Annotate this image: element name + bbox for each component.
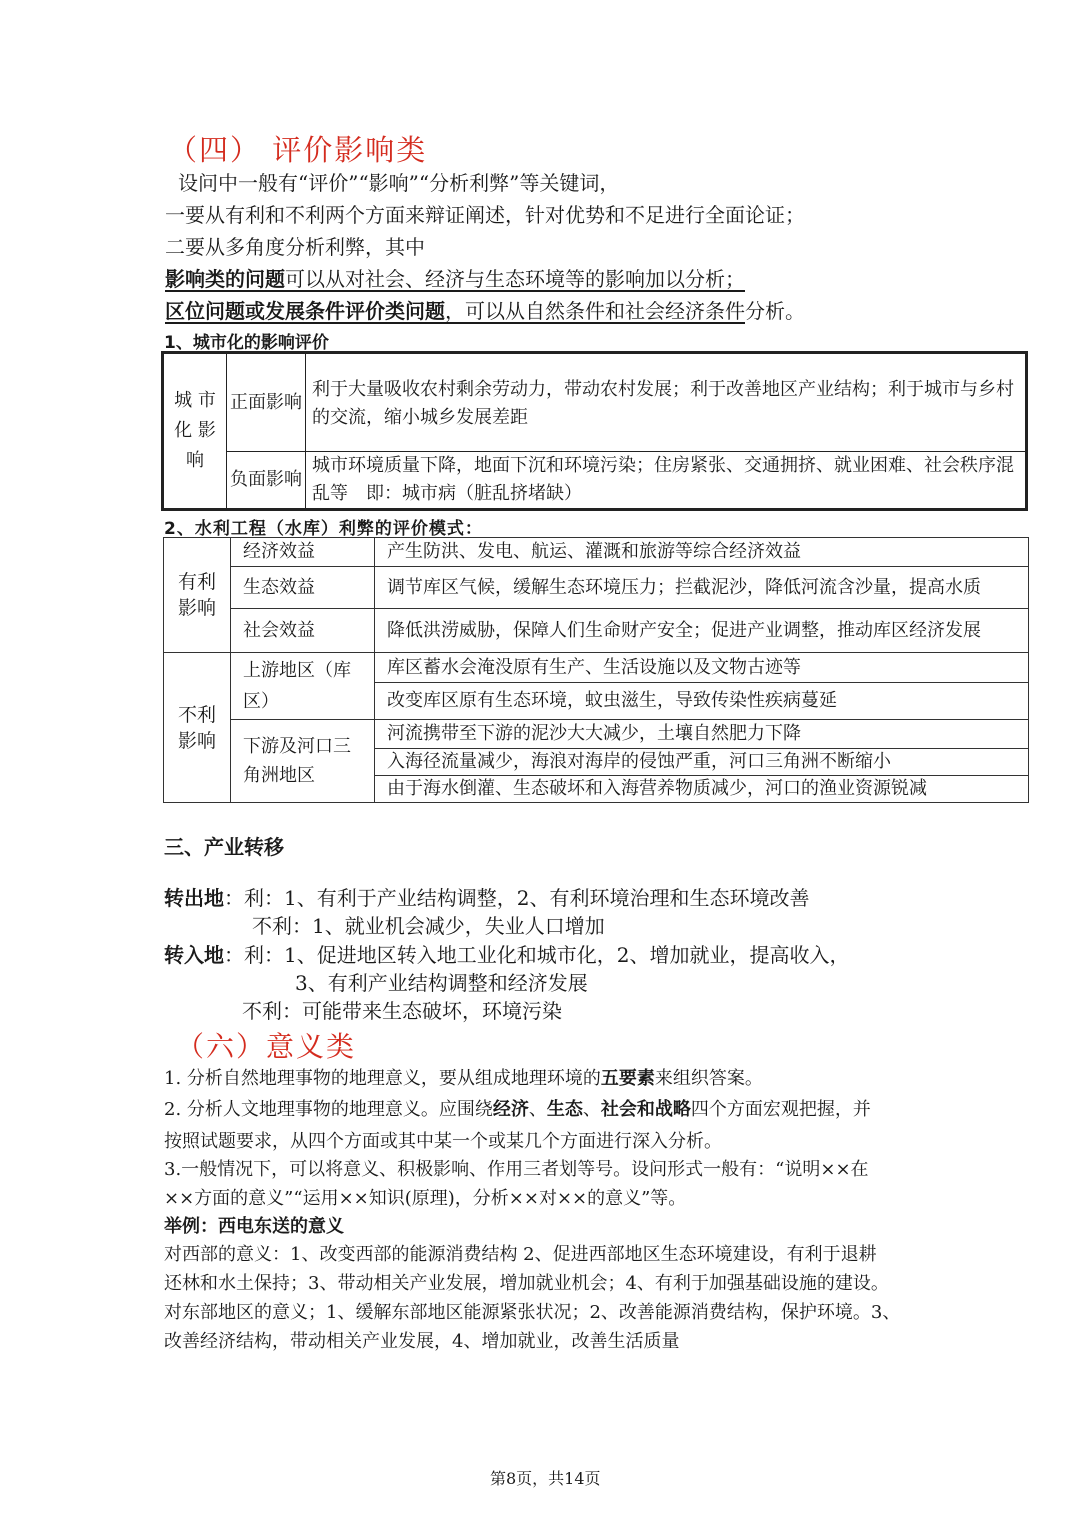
benefit-text: 产生防洪、发电、航运、灌溉和旅游等综合经济效益	[375, 538, 1029, 567]
example-line: 改善经济结构，带动相关产业发展，4、增加就业，改善生活质量	[164, 1331, 680, 1352]
urban-heading: 1、城市化的影响评价	[164, 333, 329, 353]
example-title: 举例：西电东送的意义	[164, 1216, 344, 1237]
transfer-out-harm: 不利：1、就业机会减少，失业人口增加	[252, 914, 605, 938]
paragraph-2	[164, 1095, 871, 1125]
bold-phrase: 区位问题或发展条件评价类问题	[165, 299, 445, 323]
bold-phrase: 社会和战略	[600, 1099, 691, 1120]
urban-row-label: 城 市 化 影响	[163, 353, 227, 510]
example-line: 对西部的意义：1、改变西部的能源消费结构 2、促进西部地区生态环境建设，有利于退耕	[164, 1244, 877, 1265]
upstream-text: 库区蓄水会淹没原有生产、生活设施以及文物古迹等	[375, 653, 1029, 683]
urbanization-table	[161, 351, 1028, 511]
paragraph-3-line1: 3.一般情况下，可以将意义、积极影响、作用三者划等号。设问形式一般有：“说明××在	[164, 1159, 869, 1180]
plain-text: 分析。	[745, 299, 805, 323]
water-heading: 2、水利工程（水库）利弊的评价模式：	[164, 519, 483, 539]
harm-label: 不利影响	[164, 653, 231, 803]
paragraph-line-impact	[165, 264, 745, 294]
text: 来组织答案。	[654, 1068, 763, 1089]
transfer-in-label: 转入地	[164, 943, 224, 967]
negative-text: 城市环境质量下降，地面下沉和环境污染；住房紧张、交通拥挤、就业困难、社会秩序混乱等 即：城市病（脏乱挤堵缺）	[306, 452, 1027, 510]
example-line: 还林和水土保持；3、带动相关产业发展，增加就业机会；4、有利于加强基础设施的建设。	[164, 1273, 889, 1294]
negative-label: 负面影响	[227, 452, 306, 510]
paragraph-line: 一要从有利和不利两个方面来辩证阐述，针对优势和不足进行全面论证；	[165, 203, 805, 227]
bold-phrase: 影响类的问题	[165, 267, 285, 291]
paragraph-line-location	[165, 296, 805, 326]
transfer-out-label: 转出地	[164, 886, 224, 910]
paragraph-1	[164, 1064, 763, 1094]
section-title-industry-transfer: 三、产业转移	[164, 835, 284, 859]
text: 、	[582, 1099, 601, 1120]
section-title-evaluation: （四） 评价影响类	[168, 133, 428, 167]
downstream-name: 下游及河口三角洲地区	[231, 720, 375, 803]
text: 、	[528, 1099, 547, 1120]
downstream-text: 河流携带至下游的泥沙大大减少，土壤自然肥力下降	[375, 720, 1029, 749]
transfer-out-benefit: ：利：1、有利于产业结构调整，2、有利环境治理和生态环境改善	[224, 886, 810, 910]
transfer-in-benefit-2: 3、有利产业结构调整和经济发展	[295, 971, 588, 995]
downstream-text: 入海径流量减少，海浪对海岸的侵蚀严重，河口三角洲不断缩小	[375, 749, 1029, 776]
underlined-text: ，可以从自然条件和社会经济条件	[445, 299, 745, 323]
benefit-name: 社会效益	[231, 609, 375, 653]
paragraph-line: 设问中一般有“评价”“影响”“分析利弊”等关键词，	[178, 171, 620, 195]
page-number: 第8页，共14页	[490, 1469, 601, 1488]
transfer-in-line	[164, 941, 849, 969]
text: 2. 分析人文地理事物的地理意义。应围绕	[164, 1099, 493, 1120]
paragraph-3-line2: ××方面的意义”“运用××知识(原理)，分析××对××的意义”等。	[164, 1188, 687, 1209]
positive-text: 利于大量吸收农村剩余劳动力，带动农村发展；利于改善地区产业结构；利于城市与乡村的交流，缩小城乡发展差距	[306, 353, 1027, 452]
positive-label: 正面影响	[227, 353, 306, 452]
underlined-text: 可以从对社会、经济与生态环境等的影响加以分析；	[285, 267, 745, 291]
transfer-in-harm: 不利：可能带来生态破坏，环境污染	[242, 999, 562, 1023]
paragraph-2-line2: 按照试题要求，从四个方面或其中某一个或某几个方面进行深入分析。	[164, 1131, 722, 1152]
bold-phrase: 生态	[546, 1099, 583, 1120]
bold-phrase: 五要素	[600, 1068, 655, 1089]
water-project-table	[163, 537, 1029, 803]
benefit-label: 有利影响	[164, 538, 231, 653]
bold-phrase: 经济	[492, 1099, 529, 1120]
upstream-name: 上游地区（库区）	[231, 653, 375, 720]
downstream-text: 由于海水倒灌、生态破坏和入海营养物质减少，河口的渔业资源锐减	[375, 776, 1029, 803]
text: 1. 分析自然地理事物的地理意义，要从组成地理环境的	[164, 1068, 601, 1089]
text: 四个方面宏观把握，并	[690, 1099, 871, 1120]
benefit-name: 经济效益	[231, 538, 375, 567]
transfer-out-line	[164, 884, 809, 912]
example-line: 对东部地区的意义；1、缓解东部地区能源紧张状况；2、改善能源消费结构，保护环境。3、	[164, 1302, 901, 1323]
benefit-name: 生态效益	[231, 567, 375, 609]
benefit-text: 降低洪涝威胁，保障人们生命财产安全；促进产业调整，推动库区经济发展	[375, 609, 1029, 653]
benefit-text: 调节库区气候，缓解生态环境压力；拦截泥沙，降低河流含沙量，提高水质	[375, 567, 1029, 609]
transfer-in-benefit: ：利：1、促进地区转入地工业化和城市化，2、增加就业，提高收入，	[224, 943, 850, 967]
upstream-text: 改变库区原有生态环境，蚊虫滋生，导致传染性疾病蔓延	[375, 683, 1029, 720]
paragraph-line: 二要从多角度分析利弊，其中	[165, 235, 425, 259]
section-title-significance: （六）意义类	[176, 1030, 357, 1063]
